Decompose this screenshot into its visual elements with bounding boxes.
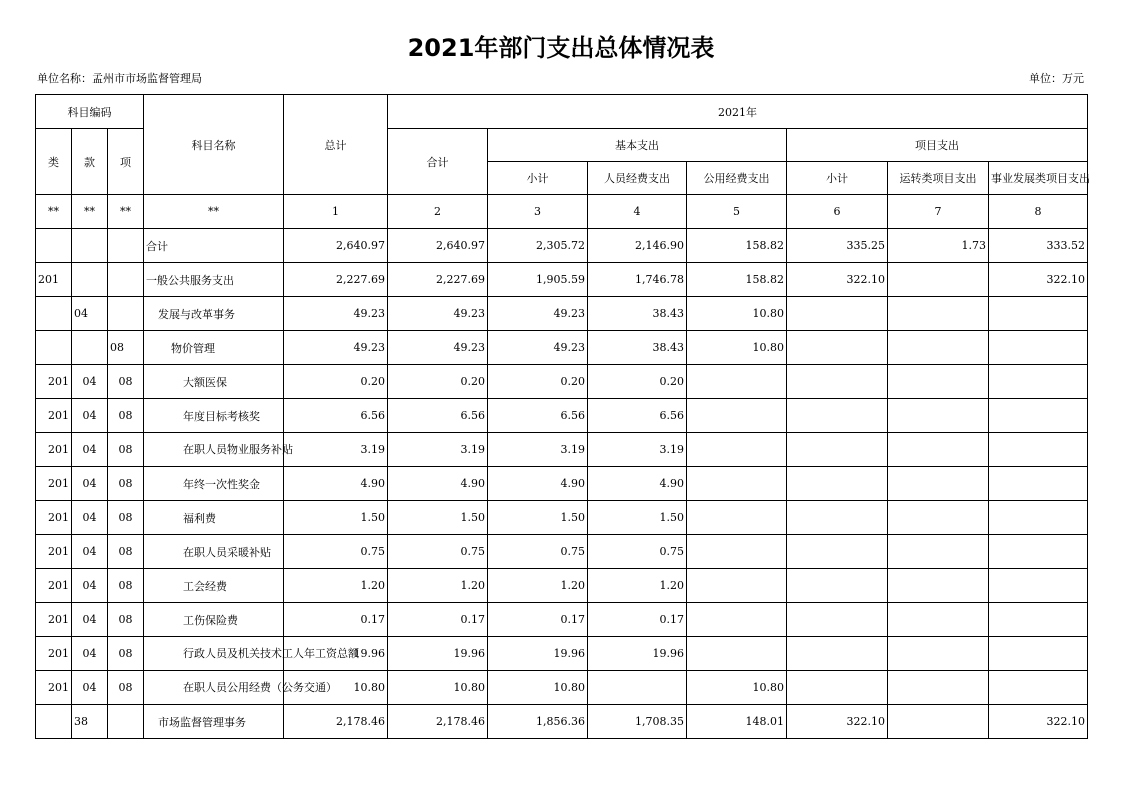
subject-name-cell: 年度目标考核奖 [144,399,284,433]
development-cell [989,331,1088,365]
total-cell: 0.20 [284,365,388,399]
total-cell: 10.80 [284,671,388,705]
project-subtotal-cell [787,297,888,331]
code-kuan-cell: 04 [72,501,108,535]
index-cell: 3 [488,195,588,229]
basic-subtotal-cell: 1,856.36 [488,705,588,739]
code-xiang-cell: 08 [108,399,144,433]
header-transfer: 运转类项目支出 [888,162,989,195]
basic-subtotal-cell: 0.20 [488,365,588,399]
index-cell: 5 [687,195,787,229]
total-cell: 49.23 [284,331,388,365]
project-subtotal-cell [787,603,888,637]
code-lei-cell: 201 [36,569,72,603]
basic-subtotal-cell: 1.20 [488,569,588,603]
code-xiang-cell [108,263,144,297]
sum-cell: 2,227.69 [388,263,488,297]
total-cell: 0.75 [284,535,388,569]
code-xiang-cell: 08 [108,331,144,365]
basic-subtotal-cell: 0.17 [488,603,588,637]
development-cell [989,297,1088,331]
code-kuan-cell: 04 [72,603,108,637]
transfer-cell [888,433,989,467]
code-xiang-cell: 08 [108,671,144,705]
header-personnel: 人员经费支出 [588,162,687,195]
public-cell: 158.82 [687,263,787,297]
sum-cell: 0.20 [388,365,488,399]
public-cell [687,365,787,399]
code-kuan-cell: 04 [72,535,108,569]
transfer-cell [888,501,989,535]
index-cell: 6 [787,195,888,229]
public-cell [687,637,787,671]
code-lei-cell [36,297,72,331]
sum-cell: 2,640.97 [388,229,488,263]
code-kuan-cell: 38 [72,705,108,739]
subject-name-cell: 工伤保险费 [144,603,284,637]
code-kuan-cell: 04 [72,399,108,433]
personnel-cell: 19.96 [588,637,687,671]
header-kuan: 款 [72,129,108,195]
code-xiang-cell: 08 [108,501,144,535]
total-cell: 1.20 [284,569,388,603]
header-basic-subtotal: 小计 [488,162,588,195]
subject-name-cell: 行政人员及机关技术工人年工资总额 [144,637,284,671]
project-subtotal-cell [787,637,888,671]
code-xiang-cell [108,297,144,331]
code-xiang-cell: 08 [108,433,144,467]
table-row [36,331,1088,365]
basic-subtotal-cell: 3.19 [488,433,588,467]
subject-name-cell: 一般公共服务支出 [144,263,284,297]
transfer-cell [888,603,989,637]
public-cell [687,569,787,603]
code-lei-cell [36,229,72,263]
subject-name-cell: 福利费 [144,501,284,535]
code-xiang-cell: 08 [108,535,144,569]
code-kuan-cell: 04 [72,433,108,467]
development-cell [989,399,1088,433]
code-kuan-cell: 04 [72,637,108,671]
total-cell: 2,640.97 [284,229,388,263]
public-cell [687,603,787,637]
development-cell [989,365,1088,399]
code-lei-cell: 201 [36,467,72,501]
code-kuan-cell: 04 [72,365,108,399]
header-lei: 类 [36,129,72,195]
code-lei-cell: 201 [36,399,72,433]
sum-cell: 0.75 [388,535,488,569]
subject-name-cell: 在职人员公用经费（公务交通） [144,671,284,705]
subject-name-cell: 在职人员采暖补贴 [144,535,284,569]
personnel-cell: 3.19 [588,433,687,467]
code-kuan-cell [72,263,108,297]
index-cell: 8 [989,195,1088,229]
table-row [36,501,1088,535]
project-subtotal-cell [787,365,888,399]
transfer-cell [888,705,989,739]
sum-cell: 1.50 [388,501,488,535]
unit-name: 单位名称：孟州市市场监督管理局 [37,72,202,85]
sum-cell: 4.90 [388,467,488,501]
development-cell: 322.10 [989,263,1088,297]
public-cell: 10.80 [687,331,787,365]
basic-subtotal-cell: 1,905.59 [488,263,588,297]
project-subtotal-cell [787,467,888,501]
total-cell: 1.50 [284,501,388,535]
transfer-cell [888,535,989,569]
table-row [36,229,1088,263]
sum-cell: 10.80 [388,671,488,705]
basic-subtotal-cell: 49.23 [488,331,588,365]
expenditure-table [35,94,1091,739]
sum-cell: 6.56 [388,399,488,433]
total-cell: 4.90 [284,467,388,501]
index-cell: 7 [888,195,989,229]
transfer-cell [888,569,989,603]
personnel-cell: 2,146.90 [588,229,687,263]
header-code-group: 科目编码 [36,95,144,129]
header-year: 2021年 [388,95,1088,129]
header-sum: 合计 [388,129,488,195]
header-basic: 基本支出 [488,129,787,162]
project-subtotal-cell [787,535,888,569]
code-xiang-cell: 08 [108,603,144,637]
transfer-cell [888,637,989,671]
index-cell: ** [72,195,108,229]
code-xiang-cell: 08 [108,365,144,399]
basic-subtotal-cell: 49.23 [488,297,588,331]
table-row [36,671,1088,705]
header-subject-name: 科目名称 [144,95,284,195]
public-cell: 148.01 [687,705,787,739]
personnel-cell: 0.17 [588,603,687,637]
development-cell [989,637,1088,671]
development-cell: 333.52 [989,229,1088,263]
project-subtotal-cell [787,433,888,467]
total-cell: 2,227.69 [284,263,388,297]
page-title: 2021年部门支出总体情况表 [407,34,715,62]
header-development: 事业发展类项目支出 [989,162,1088,195]
subject-name-cell: 发展与改革事务 [144,297,284,331]
project-subtotal-cell [787,399,888,433]
public-cell [687,467,787,501]
sum-cell: 3.19 [388,433,488,467]
code-kuan-cell [72,229,108,263]
table-row [36,433,1088,467]
transfer-cell [888,297,989,331]
code-xiang-cell: 08 [108,637,144,671]
transfer-cell [888,671,989,705]
subject-name-cell: 年终一次性奖金 [144,467,284,501]
project-subtotal-cell: 335.25 [787,229,888,263]
project-subtotal-cell [787,501,888,535]
sum-cell: 1.20 [388,569,488,603]
basic-subtotal-cell: 19.96 [488,637,588,671]
code-lei-cell: 201 [36,433,72,467]
personnel-cell: 38.43 [588,297,687,331]
public-cell [687,535,787,569]
code-lei-cell: 201 [36,263,72,297]
project-subtotal-cell: 322.10 [787,263,888,297]
code-lei-cell: 201 [36,365,72,399]
code-lei-cell [36,331,72,365]
code-lei-cell: 201 [36,603,72,637]
development-cell [989,603,1088,637]
subject-name-cell: 市场监督管理事务 [144,705,284,739]
sum-cell: 19.96 [388,637,488,671]
subject-name-cell: 工会经费 [144,569,284,603]
table-row [36,637,1088,671]
basic-subtotal-cell: 2,305.72 [488,229,588,263]
personnel-cell [588,671,687,705]
header-public: 公用经费支出 [687,162,787,195]
personnel-cell: 38.43 [588,331,687,365]
public-cell: 158.82 [687,229,787,263]
total-cell: 0.17 [284,603,388,637]
table-row [36,399,1088,433]
code-xiang-cell [108,229,144,263]
public-cell [687,399,787,433]
code-kuan-cell: 04 [72,671,108,705]
sum-cell: 49.23 [388,331,488,365]
basic-subtotal-cell: 1.50 [488,501,588,535]
table-row [36,535,1088,569]
sum-cell: 0.17 [388,603,488,637]
table-row [36,603,1088,637]
table-row [36,263,1088,297]
public-cell: 10.80 [687,671,787,705]
total-cell: 2,178.46 [284,705,388,739]
subject-name-cell: 合计 [144,229,284,263]
public-cell: 10.80 [687,297,787,331]
personnel-cell: 1.50 [588,501,687,535]
table-row [36,365,1088,399]
public-cell [687,433,787,467]
project-subtotal-cell: 322.10 [787,705,888,739]
index-cell: 2 [388,195,488,229]
code-kuan-cell: 04 [72,297,108,331]
personnel-cell: 0.20 [588,365,687,399]
development-cell [989,535,1088,569]
code-lei-cell: 201 [36,671,72,705]
development-cell [989,433,1088,467]
total-cell: 49.23 [284,297,388,331]
basic-subtotal-cell: 0.75 [488,535,588,569]
header-xiang: 项 [108,129,144,195]
index-cell: 4 [588,195,687,229]
transfer-cell [888,399,989,433]
index-cell: ** [36,195,72,229]
development-cell [989,501,1088,535]
public-cell [687,501,787,535]
code-lei-cell [36,705,72,739]
header-project-subtotal: 小计 [787,162,888,195]
transfer-cell [888,263,989,297]
transfer-cell [888,467,989,501]
code-kuan-cell: 04 [72,467,108,501]
personnel-cell: 0.75 [588,535,687,569]
index-cell: ** [144,195,284,229]
table-row [36,467,1088,501]
total-cell: 3.19 [284,433,388,467]
code-lei-cell: 201 [36,501,72,535]
subject-name-cell: 物价管理 [144,331,284,365]
header-total: 总计 [284,95,388,195]
project-subtotal-cell [787,671,888,705]
code-xiang-cell: 08 [108,569,144,603]
code-xiang-cell [108,705,144,739]
development-cell [989,467,1088,501]
project-subtotal-cell [787,569,888,603]
index-cell: 1 [284,195,388,229]
personnel-cell: 4.90 [588,467,687,501]
personnel-cell: 1,708.35 [588,705,687,739]
subject-name-cell: 在职人员物业服务补贴 [144,433,284,467]
basic-subtotal-cell: 10.80 [488,671,588,705]
development-cell [989,569,1088,603]
project-subtotal-cell [787,331,888,365]
code-kuan-cell [72,331,108,365]
table-row [36,569,1088,603]
basic-subtotal-cell: 6.56 [488,399,588,433]
total-cell: 19.96 [284,637,388,671]
header-project: 项目支出 [787,129,1088,162]
personnel-cell: 1.20 [588,569,687,603]
sum-cell: 2,178.46 [388,705,488,739]
transfer-cell: 1.73 [888,229,989,263]
unit-label: 单位：万元 [1029,72,1084,85]
subject-name-cell: 大额医保 [144,365,284,399]
sum-cell: 49.23 [388,297,488,331]
table-row [36,297,1088,331]
development-cell: 322.10 [989,705,1088,739]
code-lei-cell: 201 [36,637,72,671]
transfer-cell [888,331,989,365]
index-cell: ** [108,195,144,229]
personnel-cell: 1,746.78 [588,263,687,297]
code-xiang-cell: 08 [108,467,144,501]
total-cell: 6.56 [284,399,388,433]
transfer-cell [888,365,989,399]
table-row [36,705,1088,739]
development-cell [989,671,1088,705]
basic-subtotal-cell: 4.90 [488,467,588,501]
personnel-cell: 6.56 [588,399,687,433]
code-lei-cell: 201 [36,535,72,569]
code-kuan-cell: 04 [72,569,108,603]
